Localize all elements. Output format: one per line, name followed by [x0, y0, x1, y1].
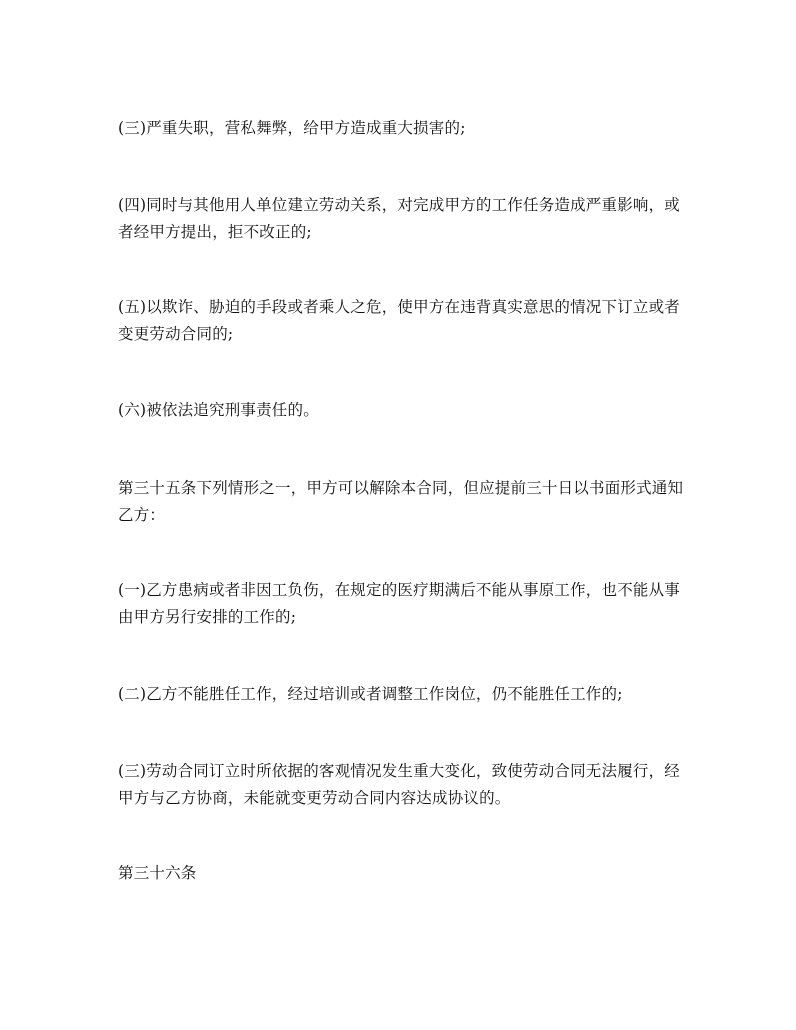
- clause-four-other-employment: (四)同时与其他用人单位建立劳动关系，对完成甲方的工作任务造成严重影响，或者经甲方提出，拒不改正的;: [118, 196, 680, 241]
- clause-six-criminal-liability: (六)被依法追究刑事责任的。: [118, 401, 319, 419]
- clause-five-fraud-coercion: (五)以欺诈、胁迫的手段或者乘人之危，使甲方在违背真实意思的情况下订立或者变更劳动合同的;: [118, 298, 680, 343]
- article-35-item-one: (一)乙方患病或者非因工负伤，在规定的医疗期满后不能从事原工作，也不能从事由甲方另行安排的工作的;: [118, 581, 680, 626]
- article-35-item-three: (三)劳动合同订立时所依据的客观情况发生重大变化，致使劳动合同无法履行，经甲方与乙方协商，未能就变更劳动合同内容达成协议的。: [118, 762, 680, 807]
- article-36-heading: 第三十六条: [118, 864, 197, 882]
- article-35-item-two: (二)乙方不能胜任工作，经过培训或者调整工作岗位，仍不能胜任工作的;: [118, 685, 623, 703]
- clause-three-serious-misconduct: (三)严重失职，营私舞弊，给甲方造成重大损害的;: [118, 119, 466, 137]
- article-35-heading: 第三十五条下列情形之一，甲方可以解除本合同，但应提前三十日以书面形式通知乙方：: [118, 479, 684, 524]
